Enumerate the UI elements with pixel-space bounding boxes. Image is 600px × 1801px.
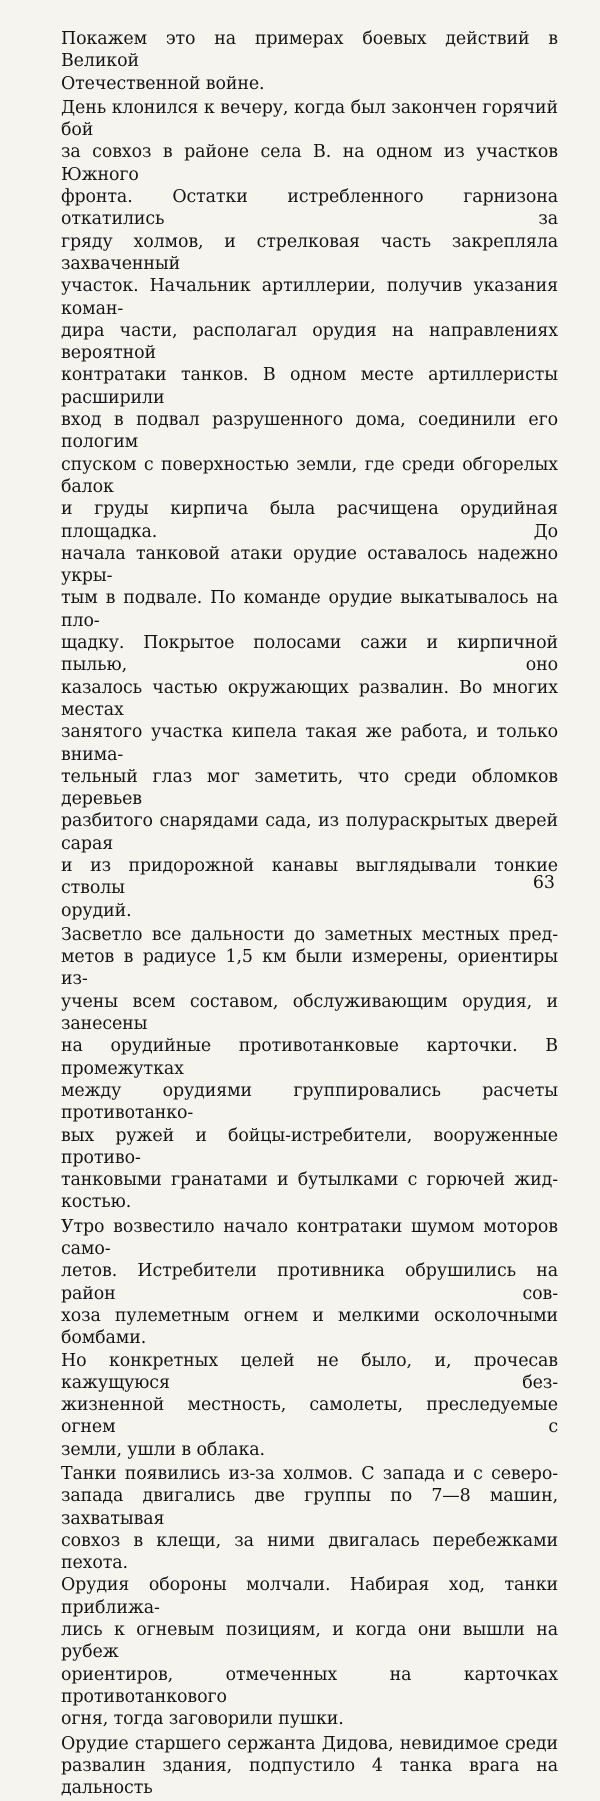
text-line: танковыми гранатами и бутылками с горючей жид- — [61, 1170, 558, 1191]
page-number: 63 — [532, 873, 555, 893]
text-line: летов. Истребители противника обрушились на район сов- — [61, 1261, 558, 1304]
text-line: лись к огневым позициям, и когда они вышли на рубеж — [61, 1620, 558, 1663]
text-line: Покажем это на примерах боевых действий в Великой — [61, 29, 558, 72]
text-line: за совхоз в районе села В. на одном из участков Южного — [61, 142, 558, 185]
text-line: начала танковой атаки орудие оставалось надежно укры- — [61, 543, 558, 587]
paragraph — [61, 1216, 558, 1461]
text-line: участок. Начальник артиллерии, получив указания коман- — [61, 276, 558, 319]
text-line: Орудие старшего сержанта Дидова, невидимое среди — [61, 1733, 558, 1754]
text-line: костью. — [61, 1192, 132, 1213]
text-line: Орудия обороны молчали. Набирая ход, танки приближа- — [61, 1575, 558, 1618]
text-line: щадку. Покрытое полосами сажи и кирпичной пылью, оно — [61, 633, 558, 676]
paragraph — [61, 28, 558, 95]
text-line: жизненной местность, самолеты, преследуемые огнем с — [61, 1395, 558, 1438]
text-line: Танки появились из-за холмов. С запада и с северо- — [61, 1464, 558, 1484]
text-line: тельный глаз мог заметить, что среди обломков деревьев — [61, 766, 558, 810]
text-line: контратаки танков. В одном месте артиллеристы расширили — [61, 365, 558, 408]
text-line: орудий. — [61, 900, 132, 921]
text-line: фронта. Остатки истребленного гарнизона откатились за — [61, 187, 558, 230]
text-line: огня, тогда заговорили пушки. — [61, 1709, 344, 1730]
text-line: разбитого снарядами сада, из полураскрытых дверей сарая — [61, 811, 558, 854]
text-line: и из придорожной канавы выглядывали тонкие стволы — [61, 855, 558, 899]
paragraph — [61, 97, 558, 922]
text-line: дира части, располагал орудия на направлениях вероятной — [61, 320, 558, 364]
paragraph — [61, 1463, 558, 1731]
text-line: Отечественной войне. — [61, 73, 265, 94]
text-line: хоза пулеметным огнем и мелкими осколочными бомбами. — [61, 1305, 558, 1349]
text-line: ориентиров, отмеченных на карточках противотанкового — [61, 1664, 558, 1707]
text-line: развалин здания, подпустило 4 танка врага на дальность — [61, 1755, 558, 1799]
text-line: Но конкретных целей не было, и, прочесав кажущуюся без- — [61, 1350, 558, 1393]
text-line: запада двигались две группы по 7—8 машин, захватывая — [61, 1486, 558, 1529]
body-text — [61, 28, 558, 1801]
text-line: метов в радиусе 1,5 км были измерены, ориентиры из- — [61, 947, 558, 990]
text-line: День клонился к вечеру, когда был закончен горячий бой — [61, 97, 558, 141]
text-line: учены всем составом, обслуживающим орудия, и занесены — [61, 991, 558, 1035]
text-line: казалось частью окружающих развалин. Во многих местах — [61, 677, 558, 720]
text-line: Засветло все дальности до заметных местных пред- — [61, 924, 558, 945]
text-line: гряду холмов, и стрелковая часть закрепляла захваченный — [61, 231, 558, 274]
paragraph — [61, 1733, 558, 1800]
text-line: и груды кирпича была расчищена орудийная площадка. До — [61, 499, 558, 542]
text-line: Утро возвестило начало контратаки шумом моторов само- — [61, 1216, 558, 1260]
text-line: между орудиями группировались расчеты противотанко- — [61, 1080, 558, 1124]
text-line: на орудийные противотанковые карточки. В промежутках — [61, 1036, 558, 1079]
text-line: вход в подвал разрушенного дома, соединили его пологим — [61, 410, 558, 453]
text-line: земли, ушли в облака. — [61, 1439, 265, 1460]
text-line: тым в подвале. По команде орудие выкатывалось на пло- — [61, 588, 558, 631]
text-line: совхоз в клещи, за ними двигалась перебежками пехота. — [61, 1530, 558, 1574]
text-line: занятого участка кипела такая же работа, и только внима- — [61, 722, 558, 765]
text-line: вых ружей и бойцы-истребители, вооруженные противо- — [61, 1125, 558, 1168]
text-line: спуском с поверхностью земли, где среди обгорелых балок — [61, 454, 558, 497]
paragraph — [61, 924, 558, 1214]
